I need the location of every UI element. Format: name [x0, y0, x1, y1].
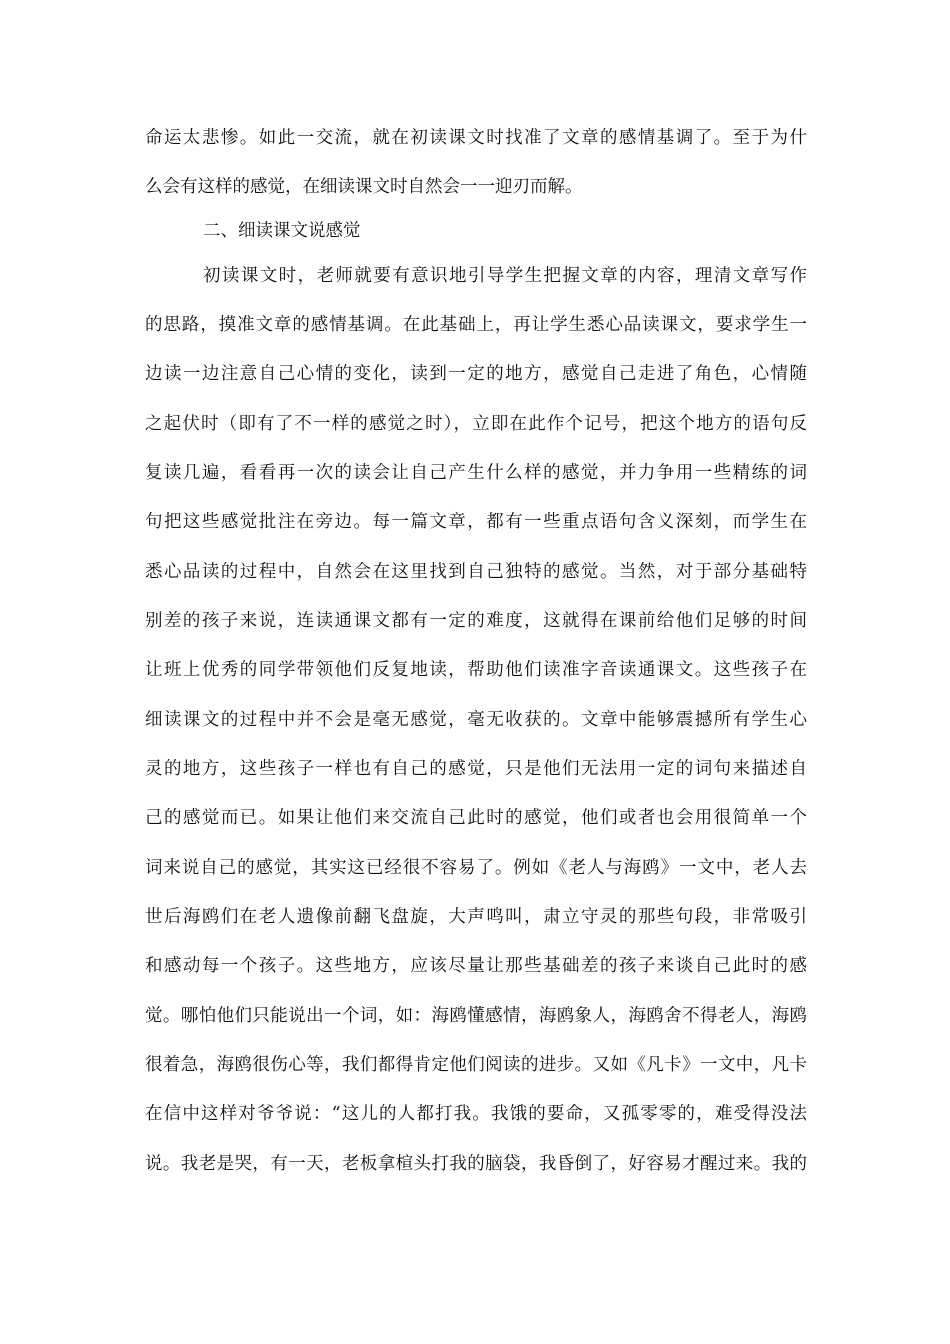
text-line: 复读几遍，看看再一次的读会让自己产生什么样的感觉，并力争用一些精练的词 — [145, 463, 807, 483]
text-line: 悉心品读的过程中，自然会在这里找到自己独特的感觉。当然，对于部分基础特 — [145, 562, 807, 582]
text-line: 初读课文时，老师就要有意识地引导学生把握文章的内容，理清文章写作 — [203, 266, 807, 286]
text-line: 命运太悲惨。如此一交流，就在初读课文时找准了文章的感情基调了。至于为什 — [145, 128, 807, 148]
section-heading: 二、细读课文说感觉 — [203, 221, 361, 241]
text-line: 句把这些感觉批注在旁边。每一篇文章，都有一些重点语句含义深刻，而学生在 — [145, 512, 807, 532]
text-line: 和感动每一个孩子。这些地方，应该尽量让那些基础差的孩子来谈自己此时的感 — [145, 956, 807, 976]
text-line: 边读一边注意自己心情的变化，读到一定的地方，感觉自己走进了角色，心情随 — [145, 364, 807, 384]
text-line: 灵的地方，这些孩子一样也有自己的感觉，只是他们无法用一定的词句来描述自 — [145, 759, 807, 779]
text-line: 别差的孩子来说，连读通课文都有一定的难度，这就得在课前给他们足够的时间 — [145, 611, 807, 631]
text-line: 之起伏时（即有了不一样的感觉之时），立即在此作个记号，把这个地方的语句反 — [145, 414, 807, 434]
text-line: 的思路，摸准文章的感情基调。在此基础上，再让学生悉心品读课文，要求学生一 — [145, 315, 807, 335]
text-line: 觉。哪怕他们只能说出一个词，如：海鸥懂感情，海鸥象人，海鸥舍不得老人，海鸥 — [145, 1006, 807, 1026]
text-line: 让班上优秀的同学带领他们反复地读，帮助他们读准字音读通课文。这些孩子在 — [145, 660, 807, 680]
text-line: 细读课文的过程中并不会是毫无感觉，毫无收获的。文章中能够震撼所有学生心 — [145, 710, 807, 730]
text-line: 说。我老是哭，有一天，老板拿楦头打我的脑袋，我昏倒了，好容易才醒过来。我的 — [145, 1154, 807, 1174]
text-line: 词来说自己的感觉，其实这已经很不容易了。例如《老人与海鸥》一文中，老人去 — [145, 858, 807, 878]
text-line: 么会有这样的感觉，在细读课文时自然会一一迎刃而解。 — [145, 177, 583, 197]
text-line: 很着急，海鸥很伤心等，我们都得肯定他们阅读的进步。又如《凡卡》一文中，凡卡 — [145, 1055, 807, 1075]
text-line: 世后海鸥们在老人遗像前翻飞盘旋，大声鸣叫，肃立守灵的那些句段，非常吸引 — [145, 907, 807, 927]
text-line: 在信中这样对爷爷说：“这儿的人都打我。我饿的要命，又孤零零的，难受得没法 — [145, 1104, 807, 1124]
text-line: 己的感觉而已。如果让他们来交流自己此时的感觉，他们或者也会用很简单一个 — [145, 808, 807, 828]
